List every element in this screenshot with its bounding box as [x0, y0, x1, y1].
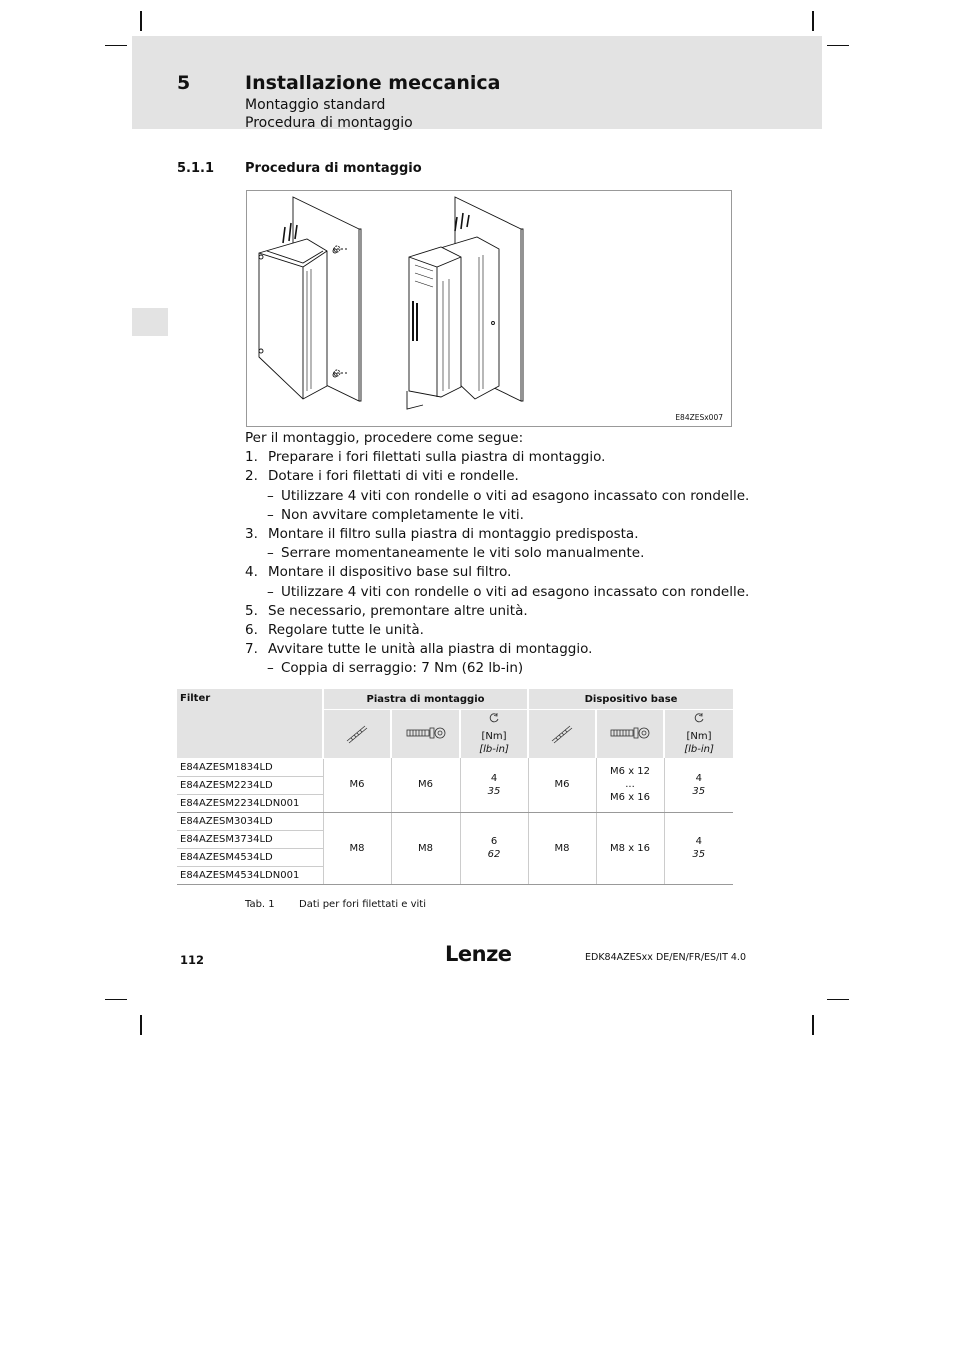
torque-unit-header: [Nm] [lb-in]	[460, 728, 528, 758]
filter-name-cell: E84AZESM2234LD	[177, 776, 323, 794]
mounting-drawing	[247, 191, 731, 426]
section-title: Procedura di montaggio	[245, 161, 422, 176]
torque-icon	[664, 710, 733, 729]
step-item: 3. Montare il filtro sulla piastra di montaggio predisposta.	[245, 526, 639, 543]
figure-code: E84ZESx007	[675, 413, 723, 422]
instructions-intro: Per il montaggio, procedere come segue:	[245, 430, 524, 446]
threaded-rod-icon	[528, 710, 596, 759]
filter-name-cell: E84AZESM4534LDN001	[177, 866, 323, 884]
step-item: 7. Avvitare tutte le unità alla piastra di montaggio.	[245, 641, 593, 658]
crop-mark	[827, 45, 849, 46]
screw-washer-icon	[596, 710, 664, 759]
screw-washer-icon	[391, 710, 460, 759]
base-thread-cell: M8	[528, 812, 596, 884]
thread-screw-table	[177, 689, 733, 885]
filter-name-cell: E84AZESM3734LD	[177, 830, 323, 848]
col-group-base-device: Dispositivo base	[528, 689, 733, 710]
plate-torque-cell: 4 35	[460, 758, 528, 812]
base-thread-cell: M6	[528, 758, 596, 812]
step-item: 6. Regolare tutte le unità.	[245, 622, 424, 639]
step-item: 5. Se necessario, premontare altre unità.	[245, 602, 528, 619]
plate-screw-cell: M6	[391, 758, 460, 812]
base-screw-cell: M8 x 16	[596, 812, 664, 884]
chapter-subtitle: Montaggio standard	[245, 97, 386, 113]
section-number: 5.1.1	[177, 161, 215, 176]
filter-name-cell: E84AZESM4534LD	[177, 848, 323, 866]
page-number: 112	[180, 953, 205, 967]
crop-mark	[812, 1015, 814, 1035]
crop-mark	[140, 11, 142, 31]
plate-thread-cell: M6	[323, 758, 391, 812]
step-subitem: – Coppia di serraggio: 7 Nm (62 lb-in)	[245, 659, 735, 678]
step-subitem: – Non avvitare completamente le viti.	[245, 506, 735, 525]
torque-unit-header: [Nm] [lb-in]	[664, 728, 733, 758]
filter-name-cell: E84AZESM1834LD	[177, 758, 323, 776]
plate-torque-cell: 6 62	[460, 812, 528, 884]
step-item: 1. Preparare i fori filettati sulla piastra di montaggio.	[245, 449, 606, 466]
plate-screw-cell: M8	[391, 812, 460, 884]
step-item: 2. Dotare i fori filettati di viti e rondelle.	[245, 468, 519, 485]
crop-mark	[105, 45, 127, 46]
document-id: EDK84AZESxx DE/EN/FR/ES/IT 4.0	[585, 952, 746, 963]
base-screw-cell: M6 x 12 ... M6 x 16	[596, 758, 664, 812]
chapter-title: Installazione meccanica	[245, 72, 501, 94]
filter-name-cell: E84AZESM3034LD	[177, 812, 323, 830]
crop-mark	[105, 999, 127, 1000]
crop-mark	[827, 999, 849, 1000]
col-header-filter: Filter	[177, 689, 323, 758]
col-group-mounting-plate: Piastra di montaggio	[323, 689, 528, 710]
crop-mark	[140, 1015, 142, 1035]
crop-mark	[812, 11, 814, 31]
threaded-rod-icon	[323, 710, 391, 759]
mounting-illustration	[246, 190, 732, 427]
lenze-logo: Lenze	[445, 942, 512, 966]
chapter-side-tab	[132, 308, 168, 336]
base-torque-cell: 4 35	[664, 812, 733, 884]
step-subitem: – Utilizzare 4 viti con rondelle o viti ad esagono incassato con rondelle.	[245, 487, 735, 506]
torque-icon	[460, 710, 528, 729]
step-subitem: – Utilizzare 4 viti con rondelle o viti ad esagono incassato con rondelle.	[245, 583, 735, 602]
base-torque-cell: 4 35	[664, 758, 733, 812]
table-caption-text: Dati per fori filettati e viti	[299, 899, 427, 910]
instructions	[245, 429, 750, 679]
plate-thread-cell: M8	[323, 812, 391, 884]
table-caption-label: Tab. 1	[245, 899, 275, 910]
step-subitem: – Serrare momentaneamente le viti solo manualmente.	[245, 544, 735, 563]
chapter-number: 5	[177, 72, 191, 94]
chapter-subtitle: Procedura di montaggio	[245, 115, 413, 131]
step-item: 4. Montare il dispositivo base sul filtro.	[245, 564, 512, 581]
filter-name-cell: E84AZESM2234LDN001	[177, 794, 323, 812]
